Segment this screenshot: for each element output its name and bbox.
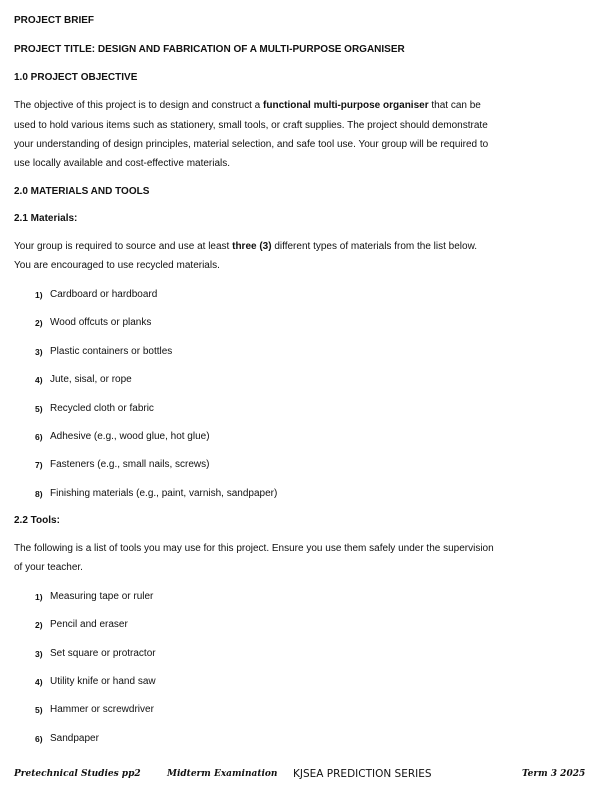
list-number: 3): [35, 649, 43, 659]
objective-line: used to hold various items such as stationery, small tools, or craft supplies. The project should demonstrate: [14, 120, 488, 131]
list-number: 2): [35, 318, 43, 328]
tools-heading: 2.2 Tools:: [14, 515, 60, 526]
list-number: 2): [35, 620, 43, 630]
list-item: Sandpaper: [50, 733, 99, 744]
list-item: Cardboard or hardboard: [50, 289, 158, 300]
list-number: 4): [35, 375, 43, 385]
list-number: 7): [35, 460, 43, 470]
materials-line: You are encouraged to use recycled materials.: [14, 260, 220, 271]
list-number: 1): [35, 290, 43, 300]
list-item: Measuring tape or ruler: [50, 591, 154, 602]
footer-term: Term 3 2025: [522, 769, 586, 779]
bold-text: functional multi-purpose organiser: [263, 100, 429, 111]
tools-line: The following is a list of tools you may use for this project. Ensure you use them safely under the supervision: [14, 543, 494, 554]
list-item: Pencil and eraser: [50, 619, 128, 630]
list-item: Plastic containers or bottles: [50, 346, 173, 357]
document-title: PROJECT BRIEF: [14, 15, 95, 26]
materials-heading: 2.1 Materials:: [14, 213, 78, 224]
materials-line: [14, 240, 477, 254]
text: that can be: [428, 100, 481, 111]
tools-line: of your teacher.: [14, 562, 83, 573]
objective-line: your understanding of design principles, material selection, and safe tool use. Your group will be required to: [14, 139, 489, 150]
list-item: Utility knife or hand saw: [50, 676, 156, 687]
list-item: Fasteners (e.g., small nails, screws): [50, 459, 210, 470]
text: The objective of this project is to design and construct a: [14, 100, 264, 111]
materials-tools-heading: 2.0 MATERIALS AND TOOLS: [14, 186, 150, 197]
text: Your group is required to source and use at least: [14, 241, 233, 252]
list-number: 6): [35, 734, 43, 744]
objective-line: [14, 99, 481, 113]
project-title: PROJECT TITLE: DESIGN AND FABRICATION OF A MULTI-PURPOSE ORGANISER: [14, 44, 405, 55]
bold-text: three (3): [232, 241, 272, 252]
list-number: 3): [35, 347, 43, 357]
list-item: Finishing materials (e.g., paint, varnish, sandpaper): [50, 488, 278, 499]
objective-heading: 1.0 PROJECT OBJECTIVE: [14, 72, 138, 83]
list-item: Jute, sisal, or rope: [50, 374, 132, 385]
list-item: Adhesive (e.g., wood glue, hot glue): [50, 431, 210, 442]
list-item: Recycled cloth or fabric: [50, 403, 154, 414]
list-item: Wood offcuts or planks: [50, 317, 152, 328]
objective-line: use locally available and cost-effective materials.: [14, 158, 231, 169]
list-number: 1): [35, 592, 43, 602]
list-item: Hammer or screwdriver: [50, 704, 154, 715]
list-number: 4): [35, 677, 43, 687]
list-number: 8): [35, 489, 43, 499]
list-item: Set square or protractor: [50, 648, 156, 659]
list-number: 5): [35, 705, 43, 715]
footer-series: KJSEA PREDICTION SERIES: [293, 768, 432, 780]
text: different types of materials from the list below.: [271, 241, 478, 252]
footer-exam: Midterm Examination: [167, 769, 278, 779]
list-number: 6): [35, 432, 43, 442]
list-number: 5): [35, 404, 43, 414]
footer-subject: Pretechnical Studies pp2: [14, 769, 141, 779]
